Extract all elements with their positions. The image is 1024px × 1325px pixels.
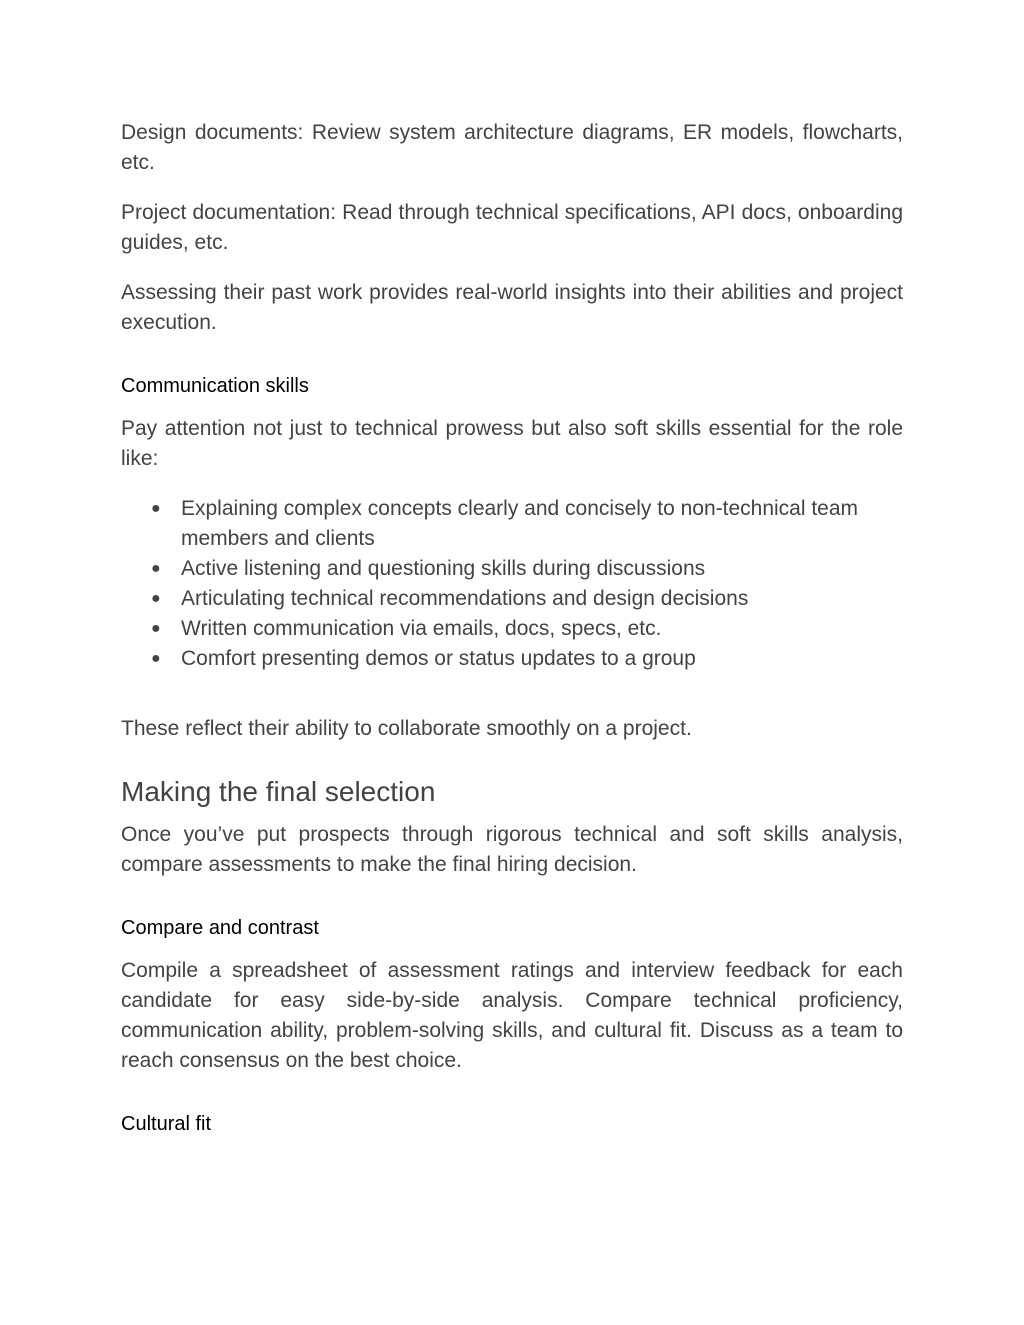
paragraph-past-work: Assessing their past work provides real-world insights into their abilities and project execution.	[121, 281, 903, 334]
paragraph-soft-skills: Pay attention not just to technical prowess but also soft skills essential for the role like:	[121, 417, 903, 470]
paragraph-project-documentation: Project documentation: Read through technical specifications, API docs, onboarding guides, etc.	[121, 201, 903, 254]
paragraph-collaborate: These reflect their ability to collaborate smoothly on a project.	[121, 717, 692, 740]
paragraph-design-documents: Design documents: Review system architecture diagrams, ER models, flowcharts, etc.	[121, 121, 903, 174]
list-item	[121, 554, 871, 584]
list-item-text: Comfort presenting demos or status updates to a group	[181, 647, 696, 670]
bullet-icon: ●	[151, 500, 161, 517]
communication-skills-list	[121, 494, 903, 674]
list-item	[121, 494, 871, 554]
list-item-text: Written communication via emails, docs, specs, etc.	[181, 617, 662, 640]
heading-communication-skills: Communication skills	[121, 375, 309, 397]
heading-making-final-selection: Making the final selection	[121, 776, 436, 807]
bullet-icon: ●	[151, 620, 161, 637]
list-item-text: Active listening and questioning skills during discussions	[181, 557, 706, 580]
bullet-icon: ●	[151, 560, 161, 577]
heading-compare-and-contrast: Compare and contrast	[121, 917, 319, 939]
document-page	[121, 118, 903, 1152]
paragraph-final-decision: Once you’ve put prospects through rigorous technical and soft skills analysis, compare assessments to make the final hiring decision.	[121, 823, 903, 876]
list-item	[121, 614, 871, 644]
list-item-text: Explaining complex concepts clearly and concisely to non-technical team members and clients	[181, 497, 859, 550]
bullet-icon: ●	[151, 650, 161, 667]
list-item	[121, 584, 871, 614]
list-item-text: Articulating technical recommendations and design decisions	[181, 587, 749, 610]
paragraph-spreadsheet: Compile a spreadsheet of assessment ratings and interview feedback for each candidate for easy side-by-side analysis. Compare technical proficiency, communication ability, problem-solving skills, and cultural fit. Discuss as a team to reach consensus on the best choice.	[121, 959, 903, 1072]
list-item	[121, 644, 871, 674]
bullet-icon: ●	[151, 590, 161, 607]
heading-cultural-fit: Cultural fit	[121, 1113, 212, 1135]
